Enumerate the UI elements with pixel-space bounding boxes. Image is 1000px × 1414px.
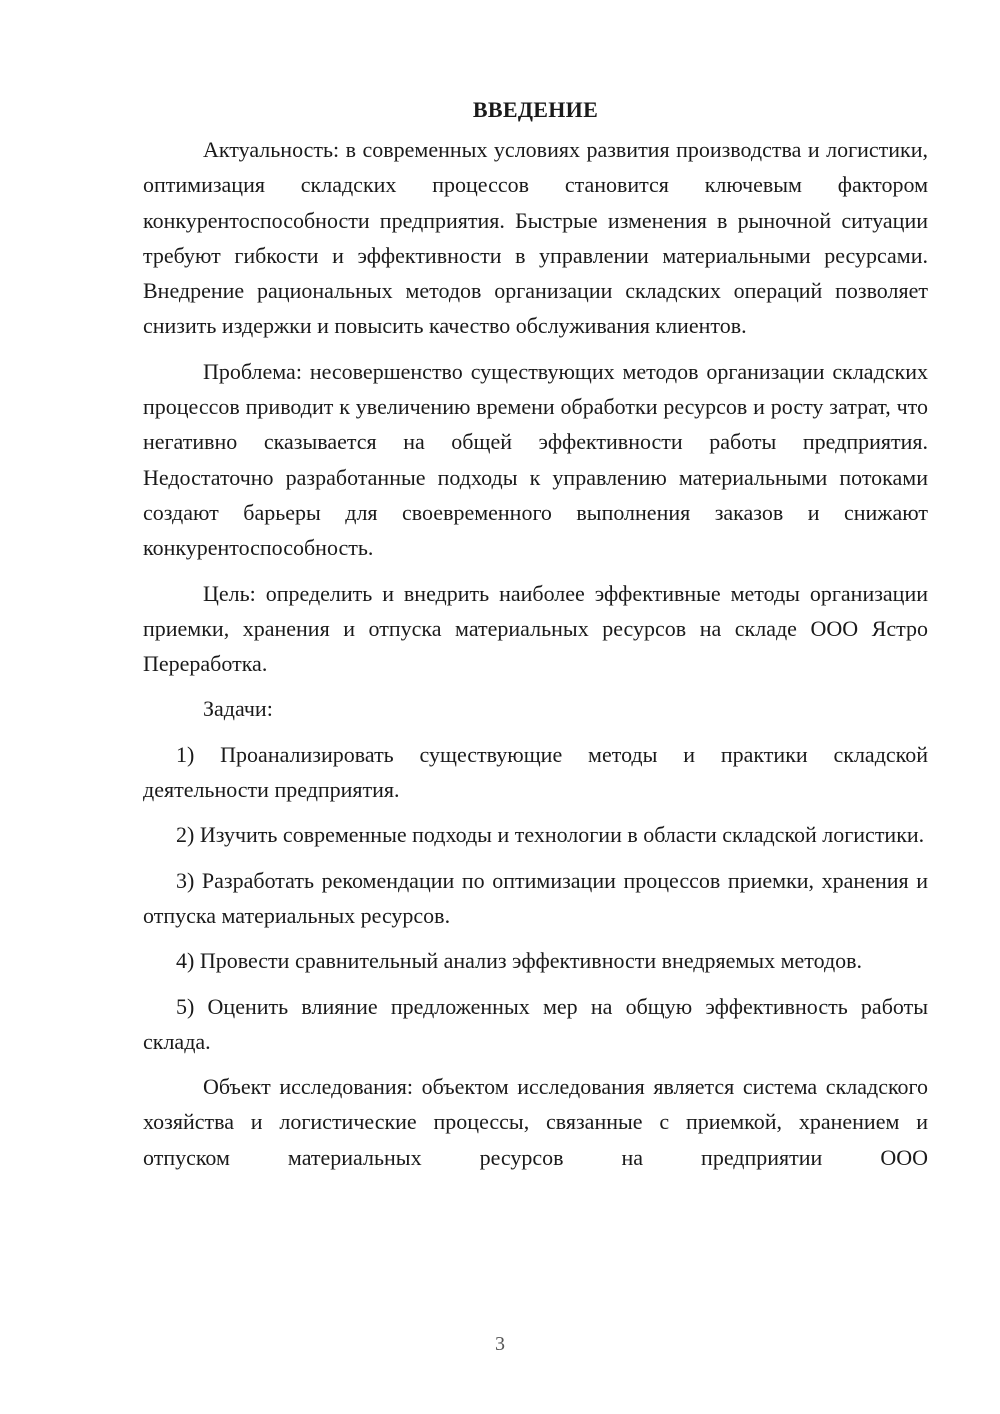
page-number: 3 [495, 1333, 505, 1355]
tasks-heading: Задачи: [203, 696, 273, 722]
object-paragraph: Объект исследования: объектом исследования является система складского хозяйства и логистические процессы, связанные с приемкой, хранением и отпуском материальных ресурсов на предприятии ООО [143, 1074, 928, 1170]
document-page [143, 92, 928, 1185]
task-item-3: 3) Разработать рекомендации по оптимизации процессов приемки, хранения и отпуска материальных ресурсов. [143, 867, 928, 928]
problem-paragraph: Проблема: несовершенство существующих методов организации складских процессов приводит к увеличению времени обработки ресурсов и росту затрат, что негативно сказывается на общей эффективности работы предприятия. Недостаточно разработанные подходы к управлению материальными потоками создают барьеры для своевременного выполнения заказов и снижают конкурентоспособность. [143, 358, 928, 561]
task-item-1: 1) Проанализировать существующие методы и практики складской деятельности предприятия. [143, 741, 928, 803]
task-item-2: 2) Изучить современные подходы и технологии в области складской логистики. [176, 822, 925, 848]
task-item-5: 5) Оценить влияние предложенных мер на общую эффективность работы склада. [143, 993, 928, 1054]
page-title: ВВЕДЕНИЕ [472, 97, 599, 122]
relevance-paragraph: Актуальность: в современных условиях развития производства и логистики, оптимизация складских процессов становится ключевым фактором конкурентоспособности предприятия. Быстрые изменения в рыночной ситуации требуют гибкости и эффективности в управлении материальными ресурсами. Внедрение рациональных методов организации складских операций позволяет снизить издержки и повысить качество обслуживания клиентов. [143, 137, 928, 339]
goal-paragraph: Цель: определить и внедрить наиболее эффективные методы организации приемки, хранения и отпуска материальных ресурсов на складе ООО Ястро Переработка. [143, 580, 928, 677]
task-item-4: 4) Провести сравнительный анализ эффективности внедряемых методов. [176, 948, 863, 974]
